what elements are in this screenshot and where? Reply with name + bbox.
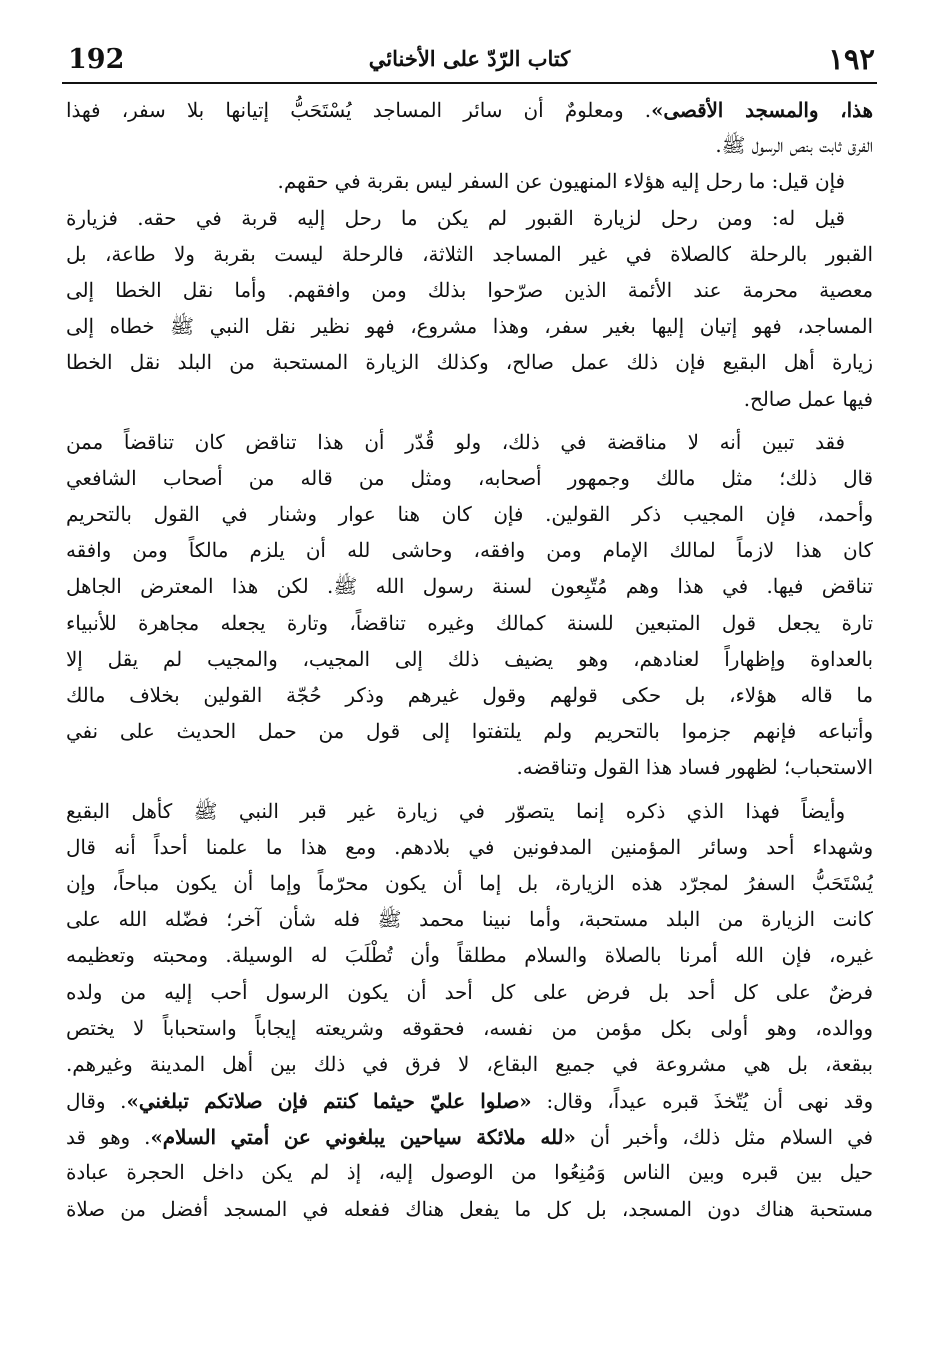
text-line bbox=[66, 1192, 873, 1228]
bold-quote-text: «لله ملائكة سياحين يبلغوني عن أمتي السلام» bbox=[150, 1125, 576, 1150]
text-line bbox=[66, 425, 873, 461]
line-text: ببقعة، بل هي مشروعة في جميع البقاع، لا فرق في ذلك بين أهل المدينة وغيرهم. bbox=[66, 1052, 873, 1076]
line-text: تارة يجعل قول المتبعين للسنة كمالك وغيره تناقضاً، وتارة يجعله مجاهرة للأنبياء bbox=[66, 611, 873, 635]
line-text: مستحبة هناك دون المسجد، بل كل ما يفعل هناك ففعله في المسجد أفضل من صلاة bbox=[66, 1197, 873, 1221]
text-line bbox=[66, 497, 873, 533]
line-text: فقد تبين أنه لا مناقضة في ذلك، ولو قُدّر أن هذا تناقض كان تناقضاً ممن bbox=[66, 430, 845, 454]
page-number-arabic: ١٩٢ bbox=[828, 42, 875, 76]
text-line bbox=[66, 866, 873, 902]
line-text: زيارة أهل البقيع فإن ذلك عمل صالح، وكذلك الزيارة المستحبة من البلد نقل الخطا bbox=[66, 351, 873, 375]
text-line bbox=[66, 975, 873, 1011]
line-text: فيها عمل صالح. bbox=[743, 387, 873, 411]
text-line bbox=[66, 309, 873, 345]
text-line bbox=[66, 237, 873, 273]
text-line bbox=[66, 273, 873, 309]
line-text: بالعداوة وإظهاراً لعنادهم، وهو يضيف ذلك إلى المجيب، والمجيب لم يقل إلا bbox=[66, 647, 873, 671]
text-line bbox=[66, 1083, 873, 1119]
page-body-text bbox=[66, 92, 873, 1228]
text-line bbox=[66, 794, 873, 830]
line-text: معصية محرمة عند الأئمة الذين صرّحوا بذلك ومن وافقهم. وأما نقل الخطا إلى bbox=[66, 278, 873, 302]
text-line bbox=[66, 606, 873, 642]
line-text: . وهو قد bbox=[66, 1126, 151, 1150]
line-text: وأحمد، فإن المجيب ذكر القولين. فإن كان هنا عوار وشنار في القول بالتحريم bbox=[66, 503, 873, 527]
text-line bbox=[66, 164, 873, 200]
text-line bbox=[66, 345, 873, 381]
line-text: غيره، فإن الله أمرنا بالصلاة والسلام مطلقاً وأن تُطْلَبَ له الوسيلة. ومحبته وتعظيمه bbox=[66, 944, 873, 968]
line-text: في السلام مثل ذلك، وأخبر أن bbox=[575, 1126, 873, 1150]
running-title: كتاب الرّدّ على الأخنائي bbox=[368, 46, 571, 71]
line-text: ووالده، وهو أولى بكل مؤمن من نفسه، فحقوقه وشريعته إيجاباً واستحباباً لا يختص bbox=[66, 1016, 873, 1040]
text-line bbox=[66, 830, 873, 866]
line-text: الاستحباب؛ لظهور فساد هذا القول وتناقضه. bbox=[516, 756, 873, 780]
text-line bbox=[66, 750, 873, 786]
text-line bbox=[66, 902, 873, 938]
line-text: كان هذا لازماً لمالك الإمام ومن وافقه، وحاشى لله أن يلزم مالكاً ومن وافقه bbox=[66, 539, 873, 563]
line-text: وأيضاً فهذا الذي ذكره إنما يتصوّر في زيارة غير قبر النبي ﷺ كأهل البقيع bbox=[66, 799, 845, 823]
text-line bbox=[66, 714, 873, 750]
text-line bbox=[66, 1047, 873, 1083]
line-text: وشهداء أحد وسائر المؤمنين المدفونين في بلادهم. ومع هذا ما علمنا أحداً أنه قال bbox=[66, 835, 873, 859]
text-line bbox=[66, 1119, 873, 1155]
line-text: يُسْتَحَبُّ السفرُ لمجرّد هذه الزيارة، بل إما أن يكون محرّماً وإما أن يكون مباحاً، وإن bbox=[66, 871, 873, 895]
text-line bbox=[66, 569, 873, 605]
text-line bbox=[66, 938, 873, 974]
line-text: ما قاله هؤلاء، بل حكى قولهم وقول غيرهم وذكر حُجّة القولين بخلاف مالك bbox=[66, 684, 873, 707]
bold-quote-text: «صلوا عليّ حيثما كنتم فإن صلاتكم تبلغني» bbox=[126, 1089, 532, 1114]
line-text: الفرق ثابت بنص الرسول ﷺ. bbox=[715, 134, 873, 158]
text-line bbox=[66, 382, 873, 418]
text-line bbox=[66, 128, 873, 164]
text-line bbox=[66, 533, 873, 569]
line-text: . وقال bbox=[66, 1090, 127, 1114]
text-line bbox=[66, 461, 873, 497]
text-line bbox=[66, 678, 873, 714]
page-header bbox=[62, 38, 877, 84]
text-line bbox=[66, 92, 873, 128]
line-text: . ومعلومٌ أن سائر المساجد يُسْتَحَبُّ إتيانها بلا سفر، فهذا bbox=[66, 99, 652, 122]
line-text: حيل بين قبره وبين الناس وَمُنِعُوا من الوصول إليه، إذ لم يكن داخل الحجرة عبادة bbox=[66, 1161, 873, 1185]
line-text: تناقض فيها. في هذا وهم مُتّبِعون لسنة رسول الله ﷺ. لكن هذا المعترض الجاهل bbox=[66, 575, 873, 599]
text-line bbox=[66, 201, 873, 237]
line-text: فرضٌ على كل أحد بل فرض على كل أحد أن يكون الرسول أحب إليه من ولده bbox=[66, 980, 873, 1004]
line-text: قيل له: ومن رحل لزيارة القبور لم يكن ما رحل إليه قربة في حقه. فزيارة bbox=[66, 206, 845, 230]
line-text: القبور بالرحلة كالصلاة في غير المساجد الثلاثة، فالرحلة ليست بقربة ولا طاعة، بل bbox=[66, 242, 873, 266]
text-line bbox=[66, 1155, 873, 1191]
text-line bbox=[66, 1011, 873, 1047]
line-text: المساجد، فهو إتيان إليها بغير سفر، وهذا مشروع، فهو نظير نقل النبي ﷺ خطاه إلى bbox=[66, 315, 873, 339]
page-number-latin: 192 bbox=[68, 44, 125, 75]
line-text: كانت الزيارة من البلد مستحبة، وأما نبينا محمد ﷺ فله شأن آخر؛ فضّله الله على bbox=[66, 908, 873, 932]
line-text: وأتباعه فإنهم جزموا بالتحريم ولم يلتفتوا إلى قول من حمل الحديث على نفي bbox=[66, 720, 873, 744]
bold-quote-text: هذا، والمسجد الأقصى» bbox=[651, 98, 873, 122]
line-text: قال ذلك؛ مثل مالك وجمهور أصحابه، ومثل من قاله من أصحاب الشافعي bbox=[66, 466, 873, 490]
line-text: فإن قيل: ما رحل إليه هؤلاء المنهيون عن السفر ليس بقربة في حقهم. bbox=[277, 170, 845, 194]
line-text: وقد نهى أن يُتّخذَ قبره عيداً، وقال: bbox=[531, 1090, 873, 1114]
text-line bbox=[66, 642, 873, 678]
